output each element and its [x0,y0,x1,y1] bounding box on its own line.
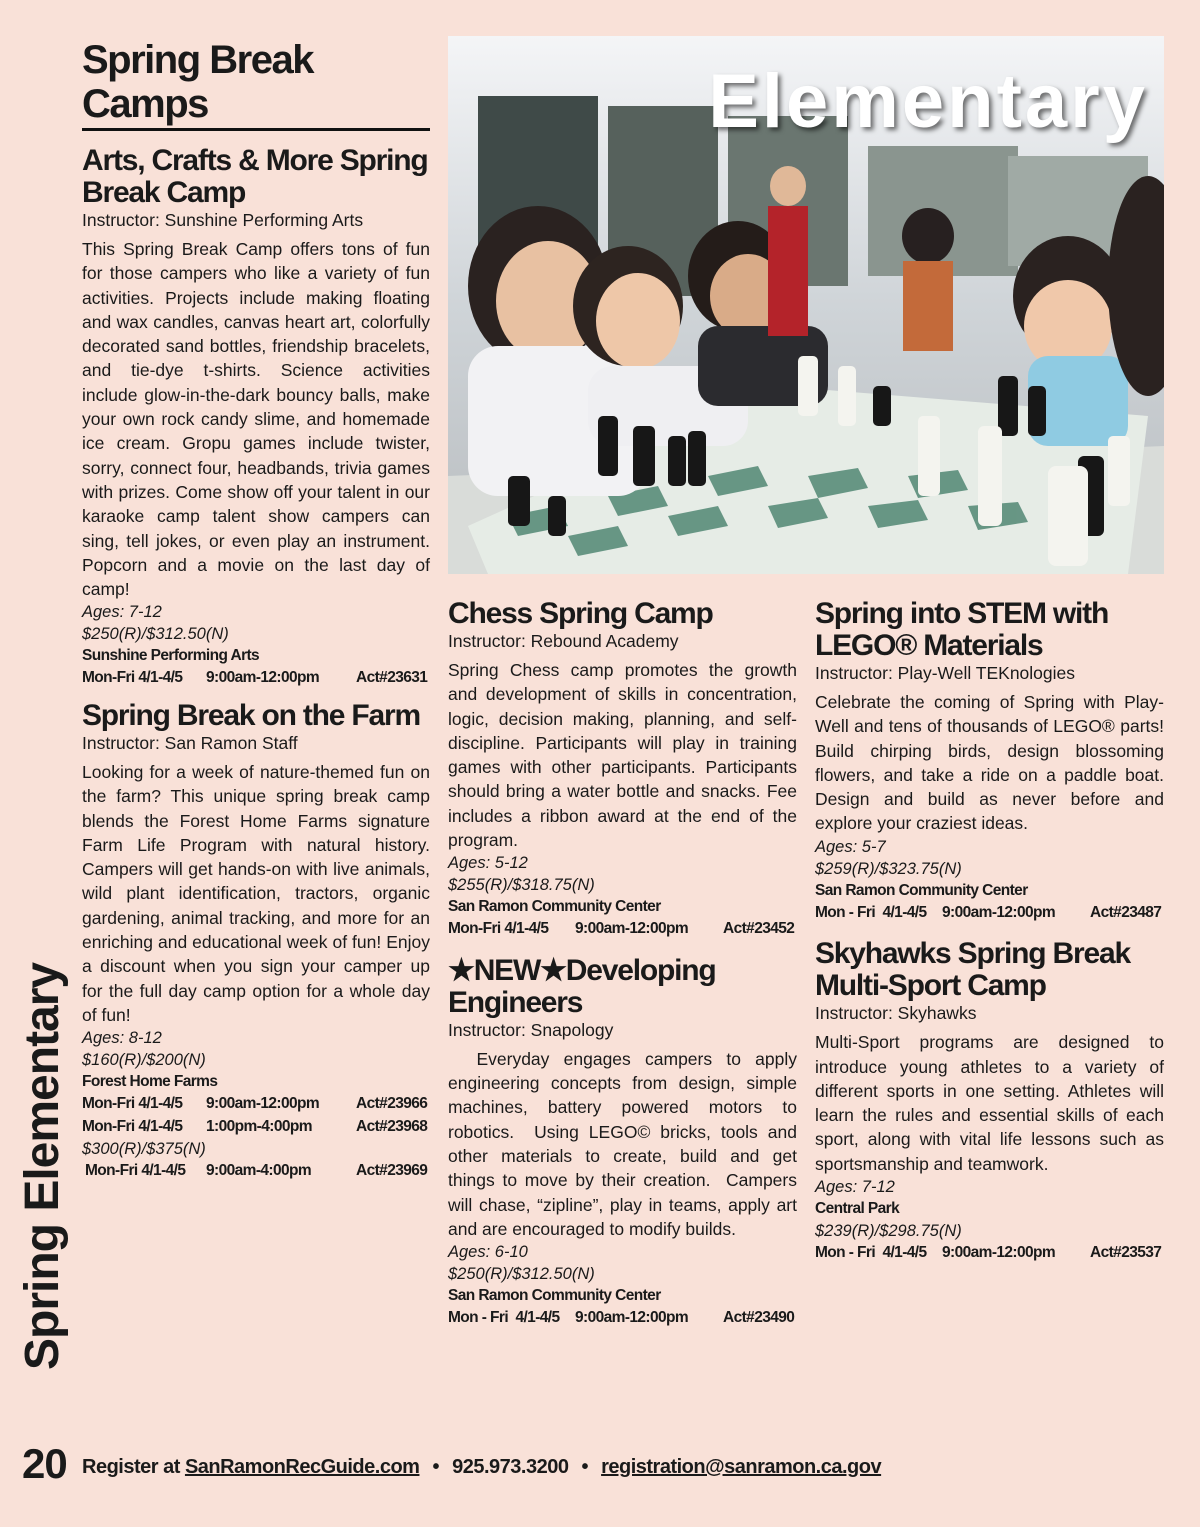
chess-photo [448,36,1164,574]
activity-number: Act#23966 [356,1095,428,1113]
session-time: 9:00am-12:00pm [942,1244,1056,1262]
camp-ages: Ages: 6-10 [448,1243,528,1262]
session-row [82,667,430,690]
camp-title: Arts, Crafts & More Spring Break Camp [82,144,428,209]
camp-description: Celebrate the coming of Spring with Play-Well and tens of thousands of LEGO® parts! Build chirping birds, design blossoming flowers, and take a ride on a paddle boat. Design and build as never before and explore your craziest ideas. [815,692,1164,834]
session-days: Mon-Fri 4/1-4/5 [82,1117,183,1135]
camp-description: This Spring Break Camp offers tons of fun for those campers who like a variety of fun activities. Projects include making floating and wax candles, canvas heart art, colorfully decorated sand bottles, friendship bracelets, and tie-dye t-shirts. Science activities include glow-in-the-dark bouncy balls, make your own rock candy slime, and homemade ice cream. Gropu games include twister, sorry, connect four, headbands, trivia games with prizes. Come show off your talent in our karaoke camp talent show campers can sing, tell jokes, or even play an instrument. Popcorn and a movie on the last day of camp! [82,239,430,600]
camp-price: $255(R)/$318.75(N) [448,876,595,895]
middle-column [448,597,802,1338]
camp-title: Spring Break on the Farm [82,698,420,732]
camp-price: $250(R)/$312.50(N) [82,625,229,644]
right-column [815,598,1164,1273]
session-days: Mon-Fri 4/1-4/5 [448,920,549,938]
camp-ages: Ages: 8-12 [82,1029,162,1048]
session-time: 9:00am-12:00pm [206,1095,320,1113]
camp-title: ★NEW★Developing Engineers [448,953,716,1019]
camp-instructor: Instructor: Snapology [448,1019,614,1040]
camp-ages: Ages: 7-12 [815,1178,895,1197]
camp-location: Sunshine Performing Arts [82,647,260,665]
camp-price: $239(R)/$298.75(N) [815,1222,962,1241]
camp-developing-engineers [448,953,802,1330]
camp-stem-lego [815,598,1164,924]
camp-description: Spring Chess camp promotes the growth and development of skills in concentration, logic, decision making, planning, and self-discipline. Participants will play in training games with other participants. Participants should bring a water bottle and snacks. Fee includes a ribbon award at the end of the program. [448,660,797,851]
page-footer [0,1438,1200,1498]
camp-location: Central Park [815,1200,900,1218]
camp-price: $259(R)/$323.75(N) [815,859,962,878]
camp-instructor: Instructor: Play-Well TEKnologies [815,663,1076,683]
session-days: Mon - Fri 4/1-4/5 [815,1244,927,1262]
camp-location: San Ramon Community Center [815,881,1028,899]
phone-number: 925.973.3200 [452,1456,569,1478]
session-days: Mon-Fri 4/1-4/5 [85,1162,186,1180]
session-row [448,918,797,941]
photo-title-overlay: Elementary [708,59,1148,144]
side-section-label: Spring Elementary [16,962,69,1370]
camp-arts-crafts [82,145,430,690]
activity-number: Act#23452 [723,920,795,938]
camp-price: $160(R)/$200(N) [82,1051,206,1070]
session-time: 9:00am-12:00pm [575,1309,689,1327]
camp-skyhawks [815,938,1164,1264]
session-time: 9:00am-12:00pm [942,903,1056,921]
session-time: 9:00am-12:00pm [206,669,320,687]
register-prefix: Register at [82,1456,180,1478]
camp-instructor: Instructor: Sunshine Performing Arts [82,210,364,230]
camp-price: $250(R)/$312.50(N) [448,1265,595,1284]
activity-number: Act#23487 [1090,903,1162,921]
camp-instructor: Instructor: San Ramon Staff [82,732,298,753]
session-row [82,1160,430,1183]
activity-number: Act#23631 [356,669,428,687]
activity-number: Act#23490 [723,1309,795,1327]
camp-ages: Ages: 7-12 [82,603,162,622]
camp-title: Skyhawks Spring Break Multi-Sport Camp [815,937,1130,1003]
camp-title: Chess Spring Camp [448,597,713,630]
camp-location: Forest Home Farms [82,1073,218,1091]
session-row [815,902,1164,925]
activity-number: Act#23537 [1090,1244,1162,1262]
session-days: Mon - Fri 4/1-4/5 [448,1309,560,1327]
website-link[interactable]: SanRamonRecGuide.com [184,1456,420,1478]
camp-chess [448,598,797,941]
session-row [448,1307,797,1330]
session-row [82,1116,430,1139]
camp-farm [82,700,430,1183]
camp-ages: Ages: 5-12 [448,854,528,873]
camp-description: Multi-Sport programs are designed to introduce young athletes to a variety of different sports in one setting. Athletes will learn the rules and essential skills of each sport, along with vital life lessons such as sportsmanship and teamwork. [815,1032,1164,1174]
session-days: Mon - Fri 4/1-4/5 [815,903,927,921]
session-row [82,1093,430,1116]
page-section-title: Spring Break Camps [82,38,430,131]
camp-description: Looking for a week of nature-themed fun on the farm? This unique spring break camp blends the Forest Home Farms signature Farm Life Program with natural history. Campers will get hands-on with live animals, wild plant identification, tractors, organic gardening, animal tracking, and more for an enriching and educational week of fun! Enjoy a discount when you sign your camper up for the full day camp option for a whole day of fun! [82,761,430,1025]
camp-location: San Ramon Community Center [448,898,661,916]
camp-price-full-day: $300(R)/$375(N) [82,1140,206,1159]
camp-instructor: Instructor: Skyhawks [815,1003,977,1024]
session-time: 1:00pm-4:00pm [206,1117,312,1135]
session-time: 9:00am-4:00pm [206,1162,312,1180]
camp-location: San Ramon Community Center [448,1287,661,1305]
left-column [82,38,430,1191]
email-link[interactable]: registration@sanramon.ca.gov [601,1456,882,1478]
footer-bullet: • [581,1456,589,1478]
session-row [815,1242,1164,1265]
camp-description: Everyday engages campers to apply engineering concepts from design, simple machines, battery powered motors to robotics. Using LEGO© bricks, tools and other materials to create, build and get things to move by their creation. Campers will chase, “zipline”, play in teams, apply art and are encouraged to modify builds. [448,1048,802,1239]
session-days: Mon-Fri 4/1-4/5 [82,669,183,687]
session-time: 9:00am-12:00pm [575,920,689,938]
activity-number: Act#23969 [356,1162,428,1180]
camp-ages: Ages: 5-7 [815,837,886,856]
camp-title: Spring into STEM with LEGO® Materials [815,597,1109,662]
footer-bullet: • [432,1456,440,1478]
footer-contact-line [82,1456,881,1479]
session-days: Mon-Fri 4/1-4/5 [82,1095,183,1113]
activity-number: Act#23968 [356,1117,428,1135]
page-number: 20 [22,1440,67,1487]
camp-instructor: Instructor: Rebound Academy [448,631,679,651]
